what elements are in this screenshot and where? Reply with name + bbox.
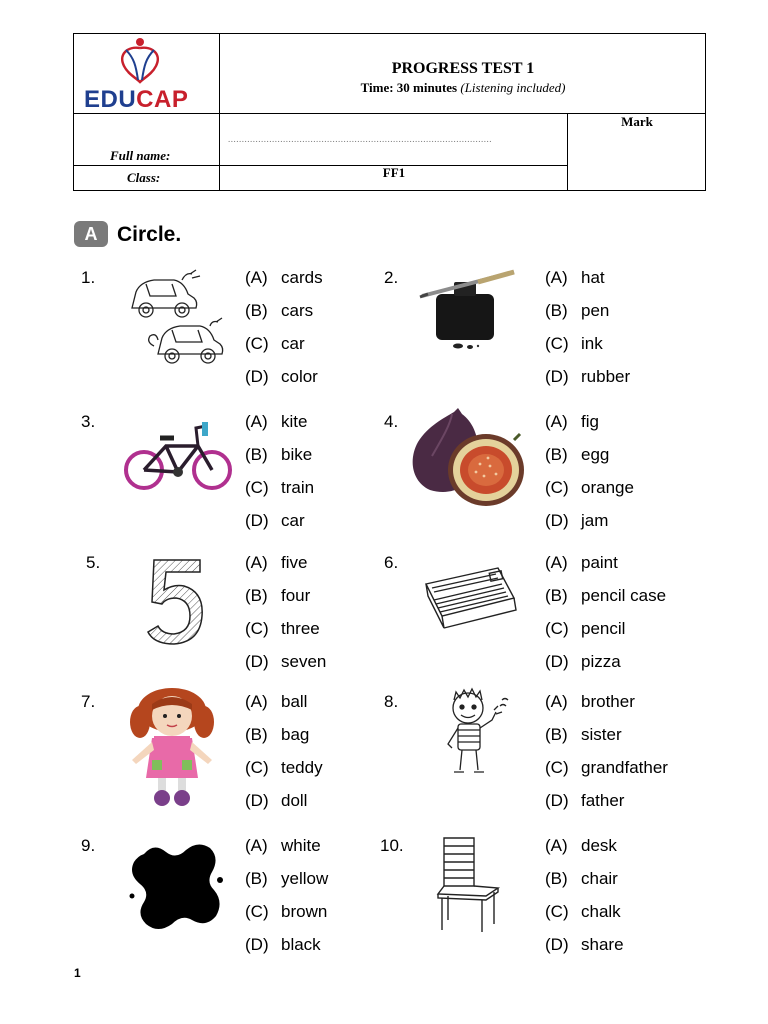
option-b[interactable]: (B) chair	[545, 869, 618, 888]
question-number: 3.	[81, 412, 96, 431]
option-d[interactable]: (D) car	[245, 511, 305, 530]
educap-logo	[78, 36, 218, 112]
option-d[interactable]: (D) father	[545, 791, 625, 810]
option-c[interactable]: (C) ink	[545, 334, 603, 353]
option-a[interactable]: (A) fig	[545, 412, 599, 431]
question-number: 4.	[384, 412, 399, 431]
page-number: 1	[74, 966, 81, 980]
option-d[interactable]: (D) pizza	[545, 652, 621, 671]
option-d[interactable]: (D) doll	[245, 791, 308, 810]
option-b[interactable]: (B) cars	[245, 301, 314, 320]
option-a[interactable]: (A) paint	[545, 553, 618, 572]
option-a[interactable]: (A) hat	[545, 268, 605, 287]
option-c[interactable]: (C) pencil	[545, 619, 626, 638]
full-name-field[interactable]: ................................................................................................	[228, 134, 492, 144]
option-d[interactable]: (D) rubber	[545, 367, 631, 386]
question-number: 9.	[81, 836, 96, 855]
option-a[interactable]: (A) five	[245, 553, 308, 572]
option-c[interactable]: (C) car	[245, 334, 305, 353]
chair-icon	[434, 834, 504, 939]
option-c[interactable]: (C) brown	[245, 902, 328, 921]
boy-icon	[436, 686, 516, 787]
test-title: PROGRESS TEST 1	[391, 60, 535, 77]
section-badge: A	[74, 221, 108, 247]
header-table	[73, 33, 706, 191]
option-a[interactable]: (A) brother	[545, 692, 635, 711]
option-b[interactable]: (B) sister	[545, 725, 622, 744]
question-number: 5.	[86, 553, 101, 572]
black-splat-icon	[126, 836, 226, 941]
question-number: 2.	[384, 268, 399, 287]
option-b[interactable]: (B) pen	[545, 301, 610, 320]
option-d[interactable]: (D) color	[245, 367, 318, 386]
option-c[interactable]: (C) chalk	[545, 902, 621, 921]
option-b[interactable]: (B) egg	[545, 445, 610, 464]
question-number: 10.	[380, 836, 404, 855]
option-a[interactable]: (A) cards	[245, 268, 323, 287]
option-b[interactable]: (B) yellow	[245, 869, 329, 888]
option-c[interactable]: (C) train	[245, 478, 315, 497]
question-number: 1.	[81, 268, 96, 287]
option-c[interactable]: (C) teddy	[245, 758, 323, 777]
option-b[interactable]: (B) bike	[245, 445, 313, 464]
option-a[interactable]: (A) ball	[245, 692, 308, 711]
mark-label: Mark	[621, 114, 653, 129]
logo-text: EDUCAP	[84, 86, 189, 113]
option-a[interactable]: (A) kite	[245, 412, 308, 431]
option-b[interactable]: (B) pencil case	[545, 586, 667, 605]
option-d[interactable]: (D) black	[245, 935, 321, 954]
number-five-icon	[144, 556, 208, 653]
option-b[interactable]: (B) four	[245, 586, 311, 605]
option-c[interactable]: (C) orange	[545, 478, 634, 497]
option-b[interactable]: (B) bag	[245, 725, 310, 744]
option-d[interactable]: (D) seven	[245, 652, 327, 671]
full-name-label: Full name:	[110, 148, 171, 163]
section-title: Circle.	[117, 223, 182, 246]
doll-icon	[122, 684, 222, 813]
test-time: Time: 30 minutes (Listening included)	[360, 80, 566, 95]
option-c[interactable]: (C) three	[245, 619, 320, 638]
class-value: FF1	[382, 165, 406, 180]
option-a[interactable]: (A) desk	[545, 836, 617, 855]
bike-icon	[120, 414, 236, 503]
option-d[interactable]: (D) jam	[545, 511, 609, 530]
question-number: 8.	[384, 692, 399, 711]
fig-icon	[410, 406, 526, 515]
toy-cars-icon	[124, 266, 234, 375]
question-number: 6.	[384, 553, 399, 572]
option-d[interactable]: (D) share	[545, 935, 624, 954]
question-number: 7.	[81, 692, 96, 711]
ink-pen-icon	[418, 266, 518, 361]
class-label: Class:	[127, 170, 161, 185]
option-c[interactable]: (C) grandfather	[545, 758, 668, 777]
pencil-case-icon	[420, 562, 520, 639]
option-a[interactable]: (A) white	[245, 836, 321, 855]
logo-emblem-icon	[78, 36, 218, 86]
